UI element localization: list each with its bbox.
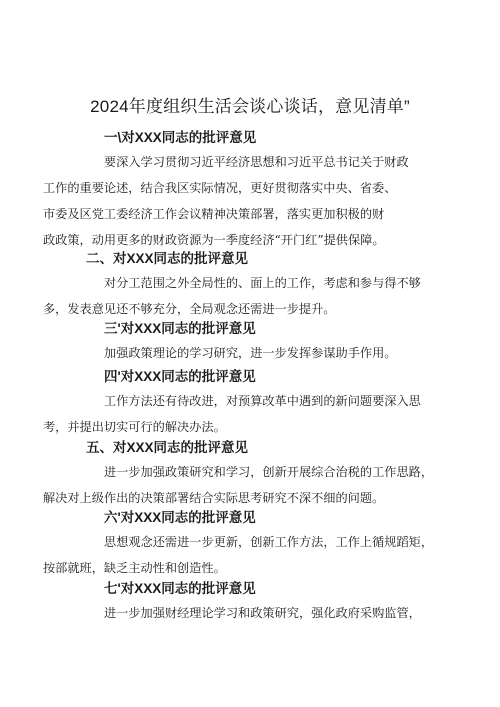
body-line: 进一步加强政策研究和学习，创新开展综合治税的工作思路， [104,465,434,479]
document-title: 2024年度组织生活会谈心谈话，意见清单” [90,97,410,116]
body-line: 思想观念还需进一步更新，创新工作方法，工作上循规蹈矩， [104,535,434,549]
section-heading: 五、对XXX同志的批评意见 [86,440,249,455]
section-6 [43,507,446,575]
section-heading: 四'对XXX同志的批评意见 [104,369,256,384]
section-4 [43,366,446,434]
section-body [86,340,397,366]
body-line: 工作的重要论述，结合我区实际情况，更好贯彻落实中央、省委、 [43,181,397,195]
section-heading: 七'对XXX同志的批评意见 [104,581,256,596]
section-body [43,388,421,440]
body-line: 市委及区党工委经济工作会议精神决策部署，落实更加积极的财 [43,207,385,221]
section-5 [43,437,446,505]
body-line: 要深入学习贯彻习近平经济思想和习近平总书记关于财政 [104,155,409,169]
section-body [43,529,434,581]
section-7 [86,578,446,620]
section-body [86,600,421,626]
body-line: 政政策，动用更多的财政资源为一季度经济“开门红”提供保障。 [43,233,385,247]
section-2 [43,248,446,316]
body-line: 考，并提出切实可行的解决办法。 [43,420,226,434]
section-body [43,149,409,253]
section-heading: 二、对XXX同志的批评意见 [86,251,249,266]
section-1 [43,127,446,247]
section-body [43,270,421,322]
body-line: 多，发表意见还不够充分，全局观念还需进一步提升。 [43,302,336,316]
body-line: 对分工范围之外全局性的、面上的工作，考虑和参与得不够 [104,276,421,290]
section-3 [86,318,446,360]
section-body [43,459,434,511]
section-heading: 一\对XXX同志的批评意见 [104,130,257,145]
section-heading: 六'对XXX同志的批评意见 [104,510,256,525]
body-line: 进一步加强财经理论学习和政策研究，强化政府采购监管， [104,606,421,620]
section-heading: 三'对XXX同志的批评意见 [104,321,256,336]
body-line: 按部就班，缺乏主动性和创造性。 [43,561,226,575]
body-line: 解决对上级作出的决策部署结合实际思考研究不深不细的问题。 [43,491,385,505]
body-line: 加强政策理论的学习研究，进一步发挥参谋助手作用。 [104,346,397,360]
body-line: 工作方法还有待改进，对预算改革中遇到的新问题要深入思 [104,394,421,408]
